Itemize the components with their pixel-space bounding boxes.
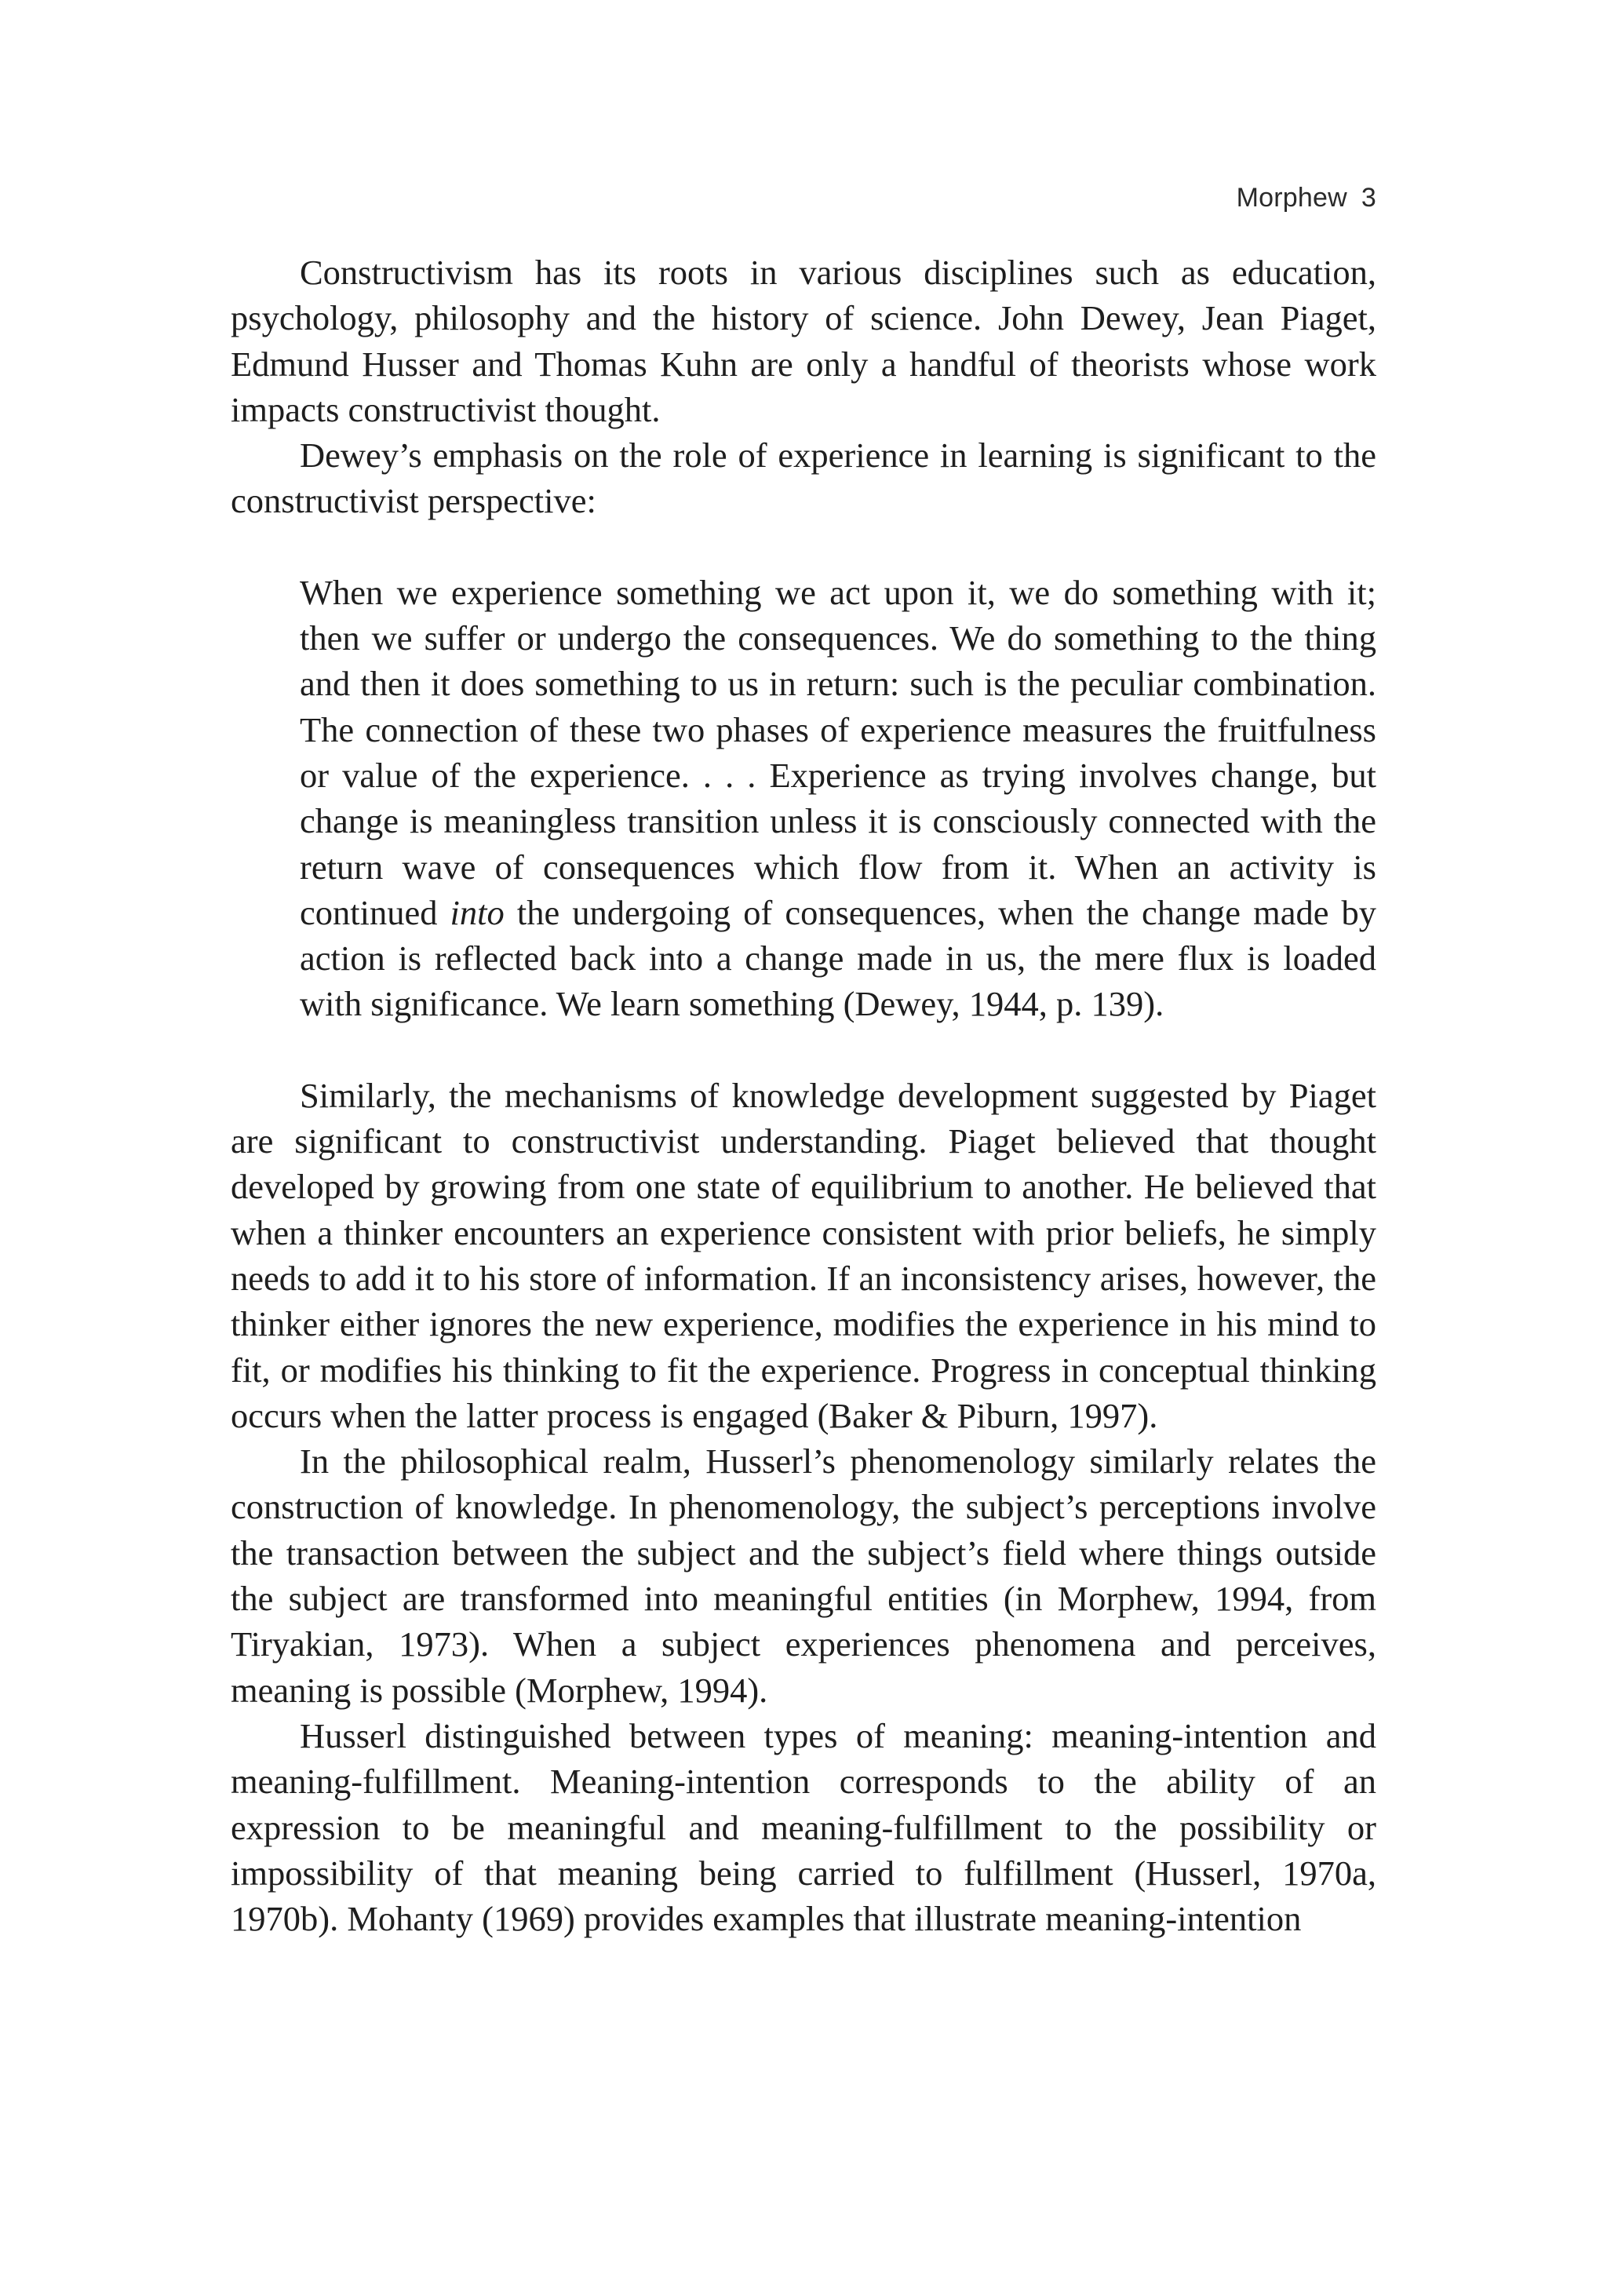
running-head-author: Morphew [1236,183,1347,213]
quote-text-start: When we experience something we act upon it, we do something with it; then we suffer or undergo the consequences. We do something to the thing and then it does something to us in return: such is the peculiar combination. The connection of these two phases of experience measures the fruitfulness or value of the experience. . . . Experience as trying involves change, but change is meaningless transition unless it is consciously connected with the return wave of consequences which flow from it. When an activity is continued [300,572,1376,932]
paragraph-dewey-emphasis: Dewey’s emphasis on the role of experience in learning is significant to the constructivist perspective: [231,436,1376,521]
body-text [231,250,1376,1941]
dewey-block-quote [300,570,1376,1027]
page-number: 3 [1361,183,1376,213]
running-head [1237,182,1376,213]
paragraph-piaget: Similarly, the mechanisms of knowledge development suggested by Piaget are significant to constructivist understanding. Piaget believed that thought developed by growing from one state of equilibrium to another. He believed that when a thinker encounters an experience consistent with prior beliefs, he simply needs to add it to his store of information. If an inconsistency arises, however, the thinker either ignores the new experience, modifies the experience in his mind to fit, or modifies his thinking to fit the experience. Progress in conceptual thinking occurs when the latter process is engaged (Baker & Piburn, 1997). [231,1075,1376,1435]
paragraph-husserl-meaning: Husserl distinguished between types of meaning: meaning-intention and meaning-fulfillment. Meaning-intention corresponds to the ability of an expression to be meaningful and meaning-fulfillment to the possibility or impossibility of that meaning being carried to fulfillment (Husserl, 1970a, 1970b). Mohanty (1969) provides examples that illustrate meaning-intention [231,1715,1376,1939]
paragraph-husserl-phenomenology: In the philosophical realm, Husserl’s phenomenology similarly relates the construction of knowledge. In phenomenology, the subject’s perceptions involve the transaction between the subject and the subject’s field where things outside the subject are transformed into meaningful entities (in Morphew, 1994, from Tiryakian, 1973). When a subject experiences phenomena and perceives, meaning is possible (Morphew, 1994). [231,1441,1376,1710]
paragraph-constructivism-roots: Constructivism has its roots in various disciplines such as education, psychology, philosophy and the history of science. John Dewey, Jean Piaget, Edmund Husser and Thomas Kuhn are only a handful of theorists whose work impacts constructivist thought. [231,253,1376,429]
quote-italic-word: into [450,892,505,932]
quote-text-end: the undergoing of consequences, when the change made by action is reflected back into a change made in us, the mere flux is loaded with significance. We learn something (Dewey, 1944, p. 139). [300,892,1377,1024]
